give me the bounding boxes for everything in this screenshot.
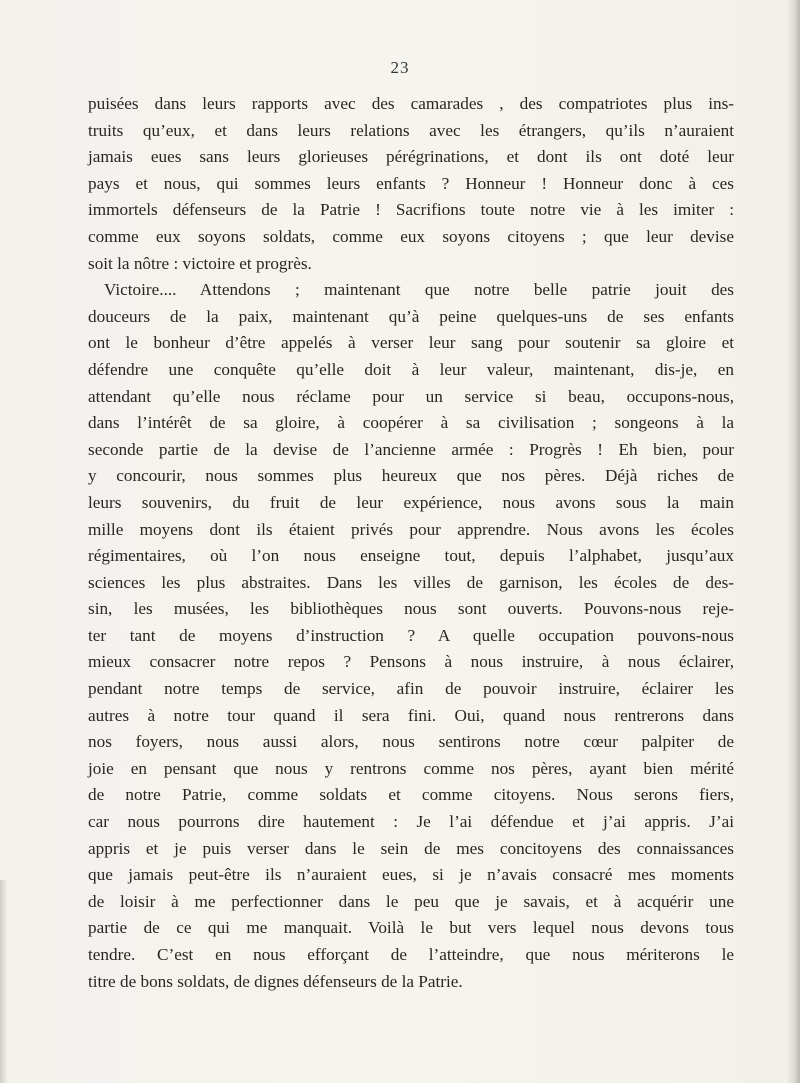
text-line: mille moyens dont ils étaient privés pour apprendre. Nous avons les écoles bbox=[88, 519, 734, 539]
text-line: tendre. C’est en nous efforçant de l’atteindre, que nous mériterons le bbox=[88, 945, 734, 964]
text-line: pendant notre temps de service, afin de pouvoir instruire, éclairer les bbox=[88, 679, 734, 699]
text-line: régimentaires, où l’on nous enseigne tout, depuis l’alphabet, jusqu’aux bbox=[88, 546, 734, 566]
text-line: joie en pensant que nous y rentrons comme nos pères, ayant bien mérité bbox=[88, 758, 734, 778]
text-line: partie de ce qui me manquait. Voilà le but vers lequel nous devons tous bbox=[88, 918, 734, 938]
text-line: douceurs de la paix, maintenant qu’à peine quelques-uns de ses enfants bbox=[88, 306, 734, 326]
page-number: 23 bbox=[390, 58, 410, 77]
text-line: seconde partie de la devise de l’ancienne armée : Progrès ! Eh bien, pour bbox=[88, 439, 734, 459]
text-line: truits qu’eux, et dans leurs relations avec les étrangers, qu’ils n’auraient bbox=[88, 120, 734, 140]
text-line: ont le bonheur d’être appelés à verser leur sang pour soutenir sa gloire et bbox=[88, 333, 734, 353]
page-edge-shadow bbox=[786, 0, 800, 1083]
text-line: que jamais peut-être ils n’auraient eues, si je n’avais consacré mes moments bbox=[88, 865, 734, 885]
text-line: titre de bons soldats, de dignes défenseurs de la Patrie. bbox=[88, 971, 463, 991]
text-line: autres à notre tour quand il sera fini. Oui, quand nous rentrerons dans bbox=[88, 705, 734, 725]
text-line: défendre une conquête qu’elle doit à leur valeur, maintenant, dis-je, en bbox=[88, 359, 734, 379]
text-line: y concourir, nous sommes plus heureux que nos pères. Déjà riches de bbox=[88, 466, 734, 486]
text-line: attendant qu’elle nous réclame pour un service si beau, occupons-nous, bbox=[88, 386, 734, 406]
text-line: comme eux soyons soldats, comme eux soyons citoyens ; que leur devise bbox=[88, 226, 734, 246]
text-line: appris et je puis verser dans le sein de mes concitoyens des connaissances bbox=[88, 838, 734, 858]
text-line: ter tant de moyens d’instruction ? A quelle occupation pouvons-nous bbox=[88, 625, 734, 645]
text-line: car nous pourrons dire hautement : Je l’ai défendue et j’ai appris. J’ai bbox=[88, 812, 734, 832]
text-line: sciences les plus abstraites. Dans les villes de garnison, les écoles de des- bbox=[88, 572, 734, 592]
text-line: de notre Patrie, comme soldats et comme citoyens. Nous serons fiers, bbox=[88, 785, 734, 805]
text-line: nos foyers, nous aussi alors, nous sentirons notre cœur palpiter de bbox=[88, 732, 734, 752]
text-line: Victoire.... Attendons ; maintenant que notre belle patrie jouit des bbox=[104, 280, 734, 300]
text-line: pays et nous, qui sommes leurs enfants ? Honneur ! Honneur donc à ces bbox=[88, 173, 734, 193]
text-line: sin, les musées, les bibliothèques nous sont ouverts. Pouvons-nous reje- bbox=[88, 599, 734, 619]
text-line: mieux consacrer notre repos ? Pensons à nous instruire, à nous éclairer, bbox=[88, 652, 734, 672]
text-line: leurs souvenirs, du fruit de leur expérience, nous avons sous la main bbox=[88, 492, 734, 512]
text-line: soit la nôtre : victoire et progrès. bbox=[88, 253, 312, 273]
text-line: immortels défenseurs de la Patrie ! Sacrifions toute notre vie à les imiter : bbox=[88, 200, 734, 220]
body-text bbox=[88, 91, 734, 995]
binding-shadow bbox=[0, 880, 8, 1083]
text-line: jamais eues sans leurs glorieuses pérégrinations, et dont ils ont doté leur bbox=[88, 147, 734, 167]
text-line: puisées dans leurs rapports avec des camarades , des compatriotes plus ins- bbox=[88, 94, 734, 113]
text-line: dans l’intérêt de sa gloire, à coopérer à sa civilisation ; songeons à la bbox=[88, 413, 734, 433]
text-line: de loisir à me perfectionner dans le peu que je savais, et à acquérir une bbox=[88, 891, 734, 911]
